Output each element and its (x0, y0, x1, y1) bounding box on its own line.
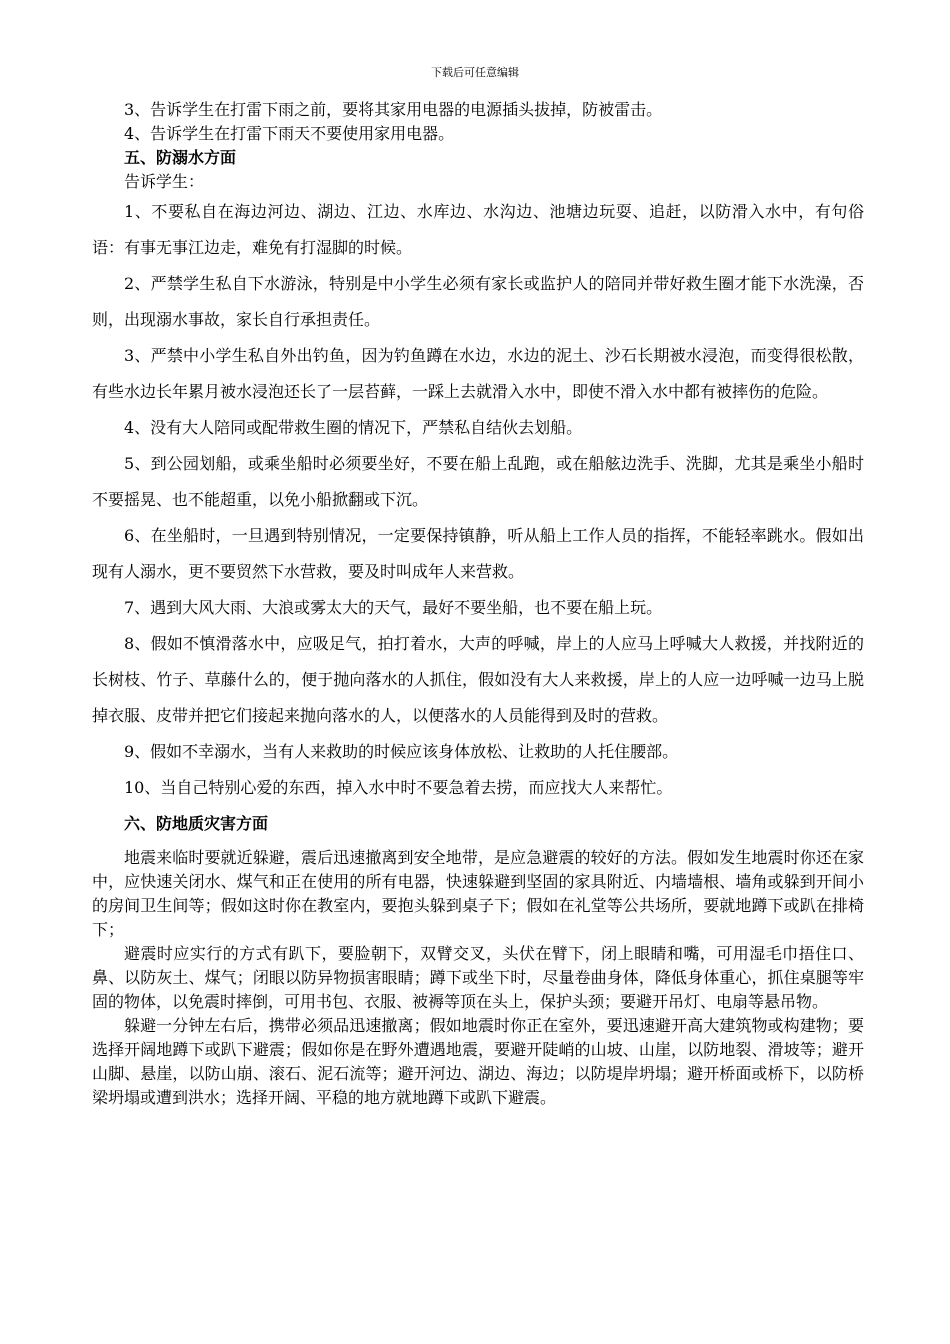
paragraph: 3、告诉学生在打雷下雨之前，要将其家用电器的电源插头拔掉，防被雷击。 (124, 100, 663, 119)
section-heading-geological: 六、防地质灾害方面 (124, 814, 269, 833)
document-body (92, 98, 864, 1110)
page-header: 下载后可任意编辑 (431, 66, 519, 79)
paragraph: 4、告诉学生在打雷下雨天不要使用家用电器。 (124, 124, 455, 143)
section-heading-drowning: 五、防溺水方面 (124, 148, 237, 167)
list-item: 2、严禁学生私自下水游泳，特别是中小学生必须有家长或监护人的陪同并带好救生圈才能下水洗澡，否则，出现溺水事故，家长自行承担责任。 (92, 274, 864, 329)
list-item: 8、假如不慎滑落水中，应吸足气，拍打着水，大声的呼喊，岸上的人应马上呼喊大人救援，并找附近的长树枝、竹子、草藤什么的，便于抛向落水的人抓住，假如没有大人来救援，岸上的人应一边呼喊一边马上脱掉衣服、皮带并把它们接起来抛向落水的人，以便落水的人员能得到及时的营救。 (92, 634, 864, 725)
paragraph: 地震来临时要就近躲避，震后迅速撤离到安全地带，是应急避震的较好的方法。假如发生地震时你还在家中，应快速关闭水、煤气和正在使用的所有电器，快速躲避到坚固的家具附近、内墙墙根、墙角或躲到开间小的房间卫生间等；假如这时你在教室内，要抱头躲到桌子下；假如在礼堂等公共场所，要就地蹲下或趴在排椅下； (92, 848, 864, 939)
paragraph: 躲避一分钟左右后，携带必须品迅速撤离；假如地震时你正在室外，要迅速避开高大建筑物或构建物；要选择开阔地蹲下或趴下避震；假如你是在野外遭遇地震，要避开陡峭的山坡、山崖，以防地裂、滑坡等；避开山脚、悬崖，以防山崩、滚石、泥石流等；避开河边、湖边、海边；以防堤岸坍塌；避开桥面或桥下，以防桥梁坍塌或遭到洪水；选择开阔、平稳的地方就地蹲下或趴下避震。 (92, 1016, 864, 1107)
section-lightning-tail (92, 98, 864, 194)
list-item: 5、到公园划船，或乘坐船时必须要坐好，不要在船上乱跑，或在船舷边洗手、洗脚，尤其是乘坐小船时不要摇晃、也不能超重，以免小船掀翻或下沉。 (92, 454, 864, 509)
section-drowning-items (92, 194, 864, 806)
list-item: 3、严禁中小学生私自外出钓鱼，因为钓鱼蹲在水边，水边的泥土、沙石长期被水浸泡，而变得很松散，有些水边长年累月被水浸泡还长了一层苔藓，一踩上去就滑入水中，即使不滑入水中都有被摔伤的危险。 (92, 346, 864, 401)
list-item: 9、假如不幸溺水，当有人来救助的时候应该身体放松、让救助的人托住腰部。 (124, 742, 679, 761)
list-item: 4、没有大人陪同或配带救生圈的情况下，严禁私自结伙去划船。 (124, 418, 583, 437)
paragraph-intro: 告诉学生： (124, 172, 205, 191)
list-item: 1、不要私自在海边河边、湖边、江边、水库边、水沟边、池塘边玩耍、追赶，以防滑入水中，有句俗语：有事无事江边走，难免有打湿脚的时候。 (92, 202, 864, 257)
paragraph: 避震时应实行的方式有趴下，要脸朝下，双臂交叉，头伏在臂下，闭上眼睛和嘴，可用湿毛巾捂住口、鼻、以防灰土、煤气；闭眼以防异物损害眼睛；蹲下或坐下时，尽量卷曲身体，降低身体重心，抓住桌腿等牢固的物体，以免震时摔倒，可用书包、衣服、被褥等顶在头上，保护头颈；要避开吊灯、电扇等悬吊物。 (92, 944, 864, 1011)
list-item: 6、在坐船时，一旦遇到特别情况，一定要保持镇静，听从船上工作人员的指挥，不能轻率跳水。假如出现有人溺水，更不要贸然下水营救，要及时叫成年人来营救。 (92, 526, 864, 581)
section-geological (92, 806, 864, 1110)
list-item: 10、当自己特别心爱的东西，掉入水中时不要急着去捞，而应找大人来帮忙。 (124, 778, 673, 797)
list-item: 7、遇到大风大雨、大浪或雾太大的天气，最好不要坐船，也不要在船上玩。 (124, 598, 663, 617)
